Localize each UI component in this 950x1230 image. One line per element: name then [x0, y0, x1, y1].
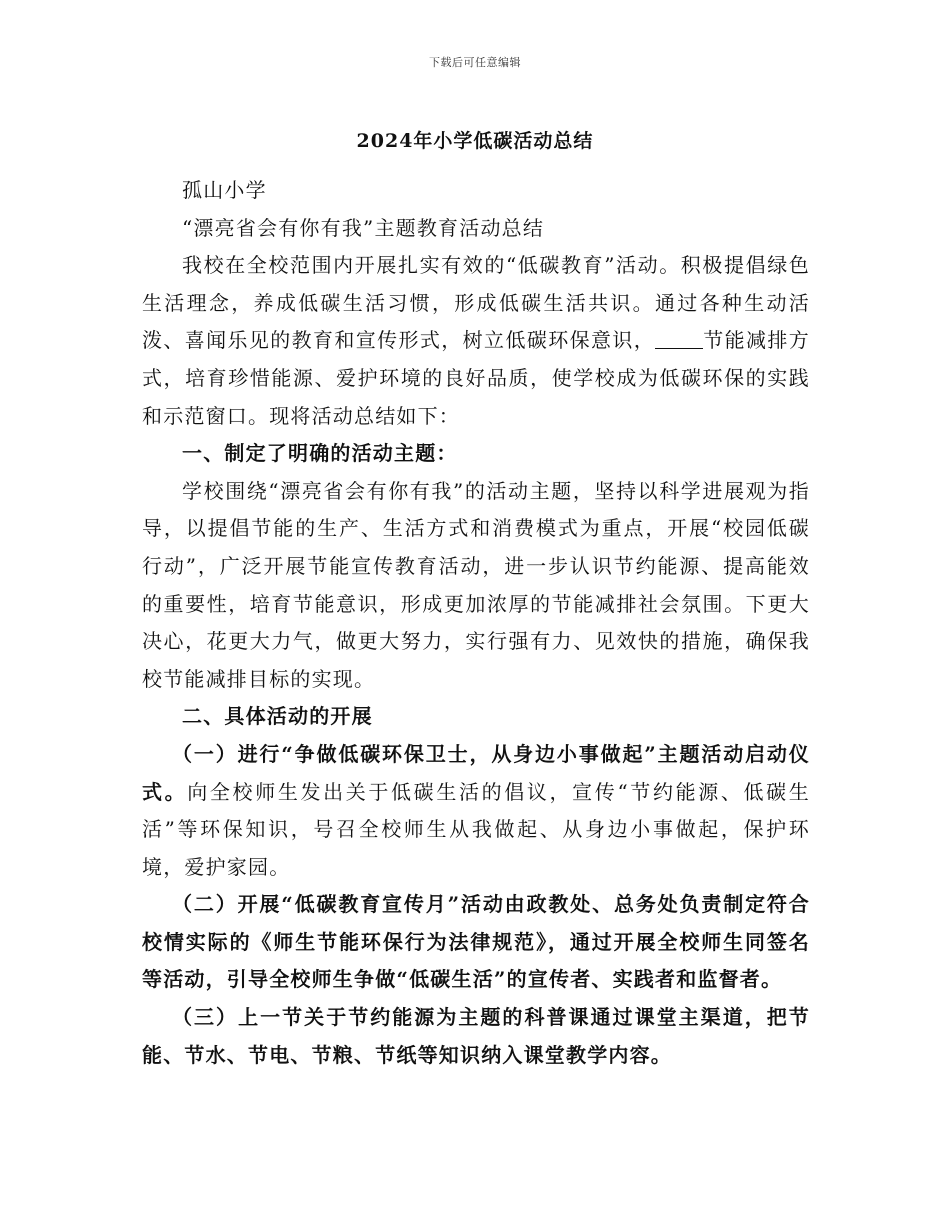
- document-title: 2024年小学低碳活动总结: [356, 130, 594, 152]
- school-name: 孤山小学: [182, 178, 267, 202]
- intro-text-part1: 我校在全校范围内开展扎实有效的“低碳教育”活动。积极提倡绿色生活理念，养成低碳生活习惯，形成低碳生活共识。通过各种生动活泼、喜闻乐见的教育和宣传形式，树立低碳环保意识，: [142, 253, 810, 353]
- item1-text: 向全校师生发出关于低碳生活的倡议，宣传“节约能源、低碳生活”等环保知识，号召全校师生从我做起、从身边小事做起，保护环境，爱护家园。: [142, 779, 810, 879]
- section2-heading: 二、具体活动的开展: [182, 704, 373, 729]
- intro-text-part2: 节能减排方式，培育珍惜能源、爱护环境的良好品质，使学校成为低碳环保的实践和示范窗口。现将活动总结如下：: [142, 328, 810, 428]
- document-body: [142, 172, 810, 1074]
- section1-heading: 一、制定了明确的活动主题：: [182, 441, 458, 466]
- section2-item2: （二）开展“低碳教育宣传月”活动由政教处、总务处负责制定符合校情实际的《师生节能环保行为法律规范》，通过开展全校师生同签名等活动，引导全校师生争做“低碳生活”的宣传者、实践者和监督者。: [142, 892, 810, 992]
- header-note: 下载后可任意编辑: [429, 56, 521, 69]
- section2-item3: （三）上一节关于节约能源为主题的科普课通过课堂主渠道，把节能、节水、节电、节粮、节纸等知识纳入课堂教学内容。: [142, 1005, 810, 1067]
- item1-bold-lead: （一）进行“争做低碳环保卫士，从身边小事做起”主题活动启动仪式。: [142, 741, 810, 804]
- section1-paragraph: 学校围绕“漂亮省会有你有我”的活动主题，坚持以科学进展观为指导，以提倡节能的生产、生活方式和消费模式为重点，开展“校园低碳行动”，广泛开展节能宣传教育活动，进一步认识节约能源、提高能效的重要性，培育节能意识，形成更加浓厚的节能减排社会氛围。下更大决心，花更大力气，做更大努力，实行强有力、见效快的措施，确保我校节能减排目标的实现。: [142, 478, 810, 691]
- section2-item1: [142, 736, 810, 886]
- intro-paragraph: [142, 247, 810, 435]
- document-subtitle: “漂亮省会有你有我”主题教育活动总结: [182, 215, 545, 240]
- blank-underline: [655, 326, 703, 349]
